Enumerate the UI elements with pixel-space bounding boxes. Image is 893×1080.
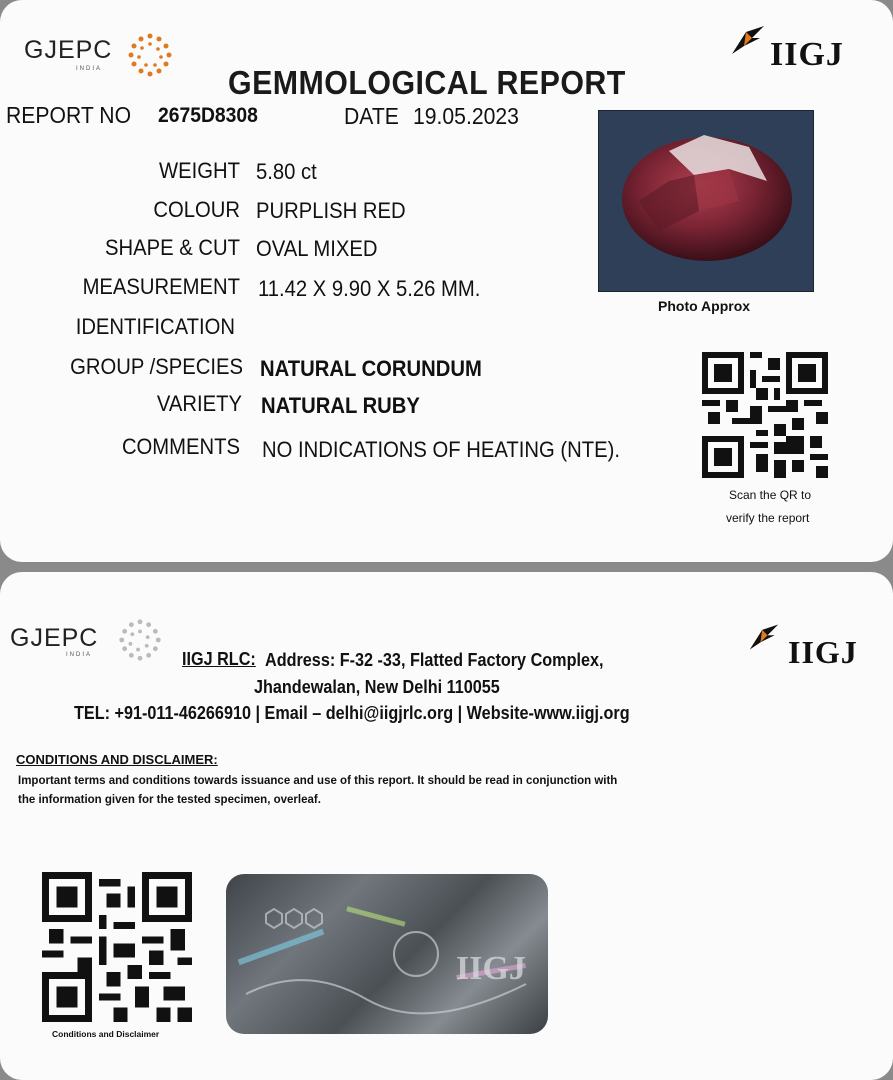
conditions-line2: the information given for the tested specimen, overleaf. bbox=[18, 794, 321, 806]
iigj-logo-text-back: IIGJ bbox=[788, 634, 858, 670]
field-value-colour: PURPLISH RED bbox=[256, 198, 406, 223]
field-label-variety: VARIETY bbox=[156, 391, 242, 416]
hologram-seal bbox=[226, 874, 548, 1034]
gjepc-sub-text: INDIA bbox=[76, 66, 103, 72]
field-value-weight: 5.80 ct bbox=[256, 159, 317, 184]
report-title: GEMMOLOGICAL REPORT bbox=[228, 64, 626, 101]
field-value-shape-cut: OVAL MIXED bbox=[256, 236, 378, 261]
gjepc-logo-text: GJEPC bbox=[24, 36, 113, 64]
field-label-colour: COLOUR bbox=[153, 197, 240, 222]
gjepc-sub-text-back: INDIA bbox=[66, 652, 93, 658]
date-value: 19.05.2023 bbox=[413, 103, 519, 129]
gjepc-sunburst-icon bbox=[125, 30, 175, 80]
field-label-group-species: GROUP /SPECIES bbox=[70, 354, 243, 379]
contact-line: TEL: +91-011-46266910 | Email – delhi@iigjrlc.org | Website-www.iigj.org bbox=[74, 703, 630, 723]
field-value-group-species: NATURAL CORUNDUM bbox=[260, 356, 482, 381]
conditions-line1: Important terms and conditions towards issuance and use of this report. It should be read in conjunction with bbox=[18, 775, 618, 787]
field-label-shape-cut: SHAPE & CUT bbox=[105, 235, 240, 260]
date-label: DATE bbox=[344, 103, 399, 129]
gjepc-sunburst-icon-back bbox=[116, 616, 164, 664]
iigj-bird-icon bbox=[730, 24, 766, 56]
field-value-variety: NATURAL RUBY bbox=[261, 393, 420, 418]
gem-photo bbox=[598, 110, 814, 292]
gjepc-logo-back: GJEPC bbox=[10, 624, 99, 652]
gjepc-logo bbox=[24, 36, 112, 65]
field-label-comments: COMMENTS bbox=[121, 434, 240, 459]
address-line2: Jhandewalan, New Delhi 110055 bbox=[254, 677, 500, 697]
field-label-weight: WEIGHT bbox=[159, 158, 240, 183]
iigj-bird-icon-back bbox=[748, 622, 780, 652]
address-line1: Address: F-32 -33, Flatted Factory Complex, bbox=[265, 650, 604, 670]
field-label-identification: IDENTIFICATION bbox=[75, 314, 235, 339]
field-value-measurement: 11.42 X 9.90 X 5.26 MM. bbox=[258, 276, 481, 301]
field-value-comments: NO INDICATIONS OF HEATING (NTE). bbox=[262, 437, 620, 462]
field-label-measurement: MEASUREMENT bbox=[82, 274, 240, 299]
photo-caption: Photo Approx bbox=[658, 298, 751, 314]
address-label: IIGJ RLC: bbox=[182, 649, 256, 669]
report-no-value: 2675D8308 bbox=[158, 104, 258, 127]
verify-qr-code[interactable] bbox=[702, 352, 828, 478]
conditions-heading: CONDITIONS AND DISCLAIMER: bbox=[16, 752, 218, 767]
conditions-qr-caption: Conditions and Disclaimer bbox=[52, 1029, 160, 1039]
hologram-logo-text: IIGJ bbox=[456, 950, 526, 987]
conditions-qr-code[interactable] bbox=[42, 872, 192, 1022]
qr-caption-line1: Scan the QR to bbox=[729, 488, 812, 502]
report-back-card bbox=[0, 572, 893, 1080]
iigj-logo-text: IIGJ bbox=[770, 36, 844, 73]
qr-caption-line2: verify the report bbox=[726, 511, 810, 525]
report-no-label: REPORT NO bbox=[6, 102, 132, 128]
